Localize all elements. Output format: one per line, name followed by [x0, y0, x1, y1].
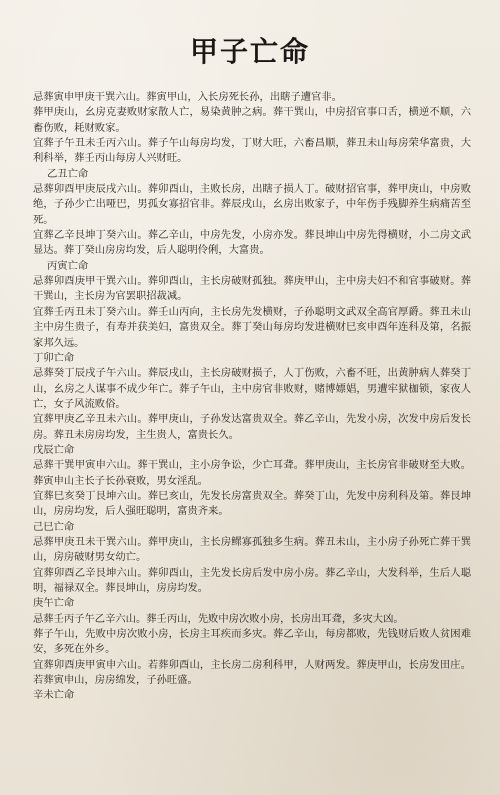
document-body [33, 90, 471, 704]
paragraph: 宜葬壬丙丑未丁癸六山。葬壬山丙向，主长房先发横财，子孙聪明文武双全高官厚爵。葬丑未山主中房生贵子，有寿并获美妇，富贵双全。葬丁癸山每房均发进横财巳亥申酉年连科及第，名振家邦久远。 [33, 305, 471, 349]
paragraph: 宜葬子午丑未壬丙六山。葬子午山每房均发，丁财大旺，六畜昌顺，葬丑未山每房荣华富贵，大利科举，葬壬丙山每房人兴财旺。 [33, 137, 471, 165]
paragraph: 忌葬卯酉甲庚辰戌六山。葬卯酉山，主败长房，出瞎子损人丁。破财招官事，葬甲庚山，中房败绝，子孙少亡出哑巴，男孤女寡招官非。葬辰戌山，幺房出败家子，中年伤手残脚养生病痛苦至死。 [33, 183, 471, 226]
section-heading: 己巳亡命 [33, 520, 75, 533]
section-heading: 乙丑亡命 [47, 167, 89, 180]
paragraph: 宜葬甲庚乙辛丑未六山。葬甲庚山，子孙发达富贵双全。葬乙辛山，先发小房，次发中房后发长房。葬丑未房房均发，主生贵人，富贵长久。 [33, 413, 471, 441]
paragraph: 忌葬寅申甲庚干巽六山。葬寅甲山，入长房死长孙，出瞎子遭官非。 [33, 91, 342, 103]
section-heading: 丁卯亡命 [33, 351, 75, 364]
section-heading: 丙寅亡命 [47, 259, 89, 272]
paragraph: 忌葬卯酉庚甲干巽六山。葬卯酉山，主长房破财孤独。葬庚甲山，主中房夫妇不和官事破财。葬干巽山，主长房为官罢职招裁减。 [33, 275, 471, 303]
section-heading: 庚午亡命 [33, 597, 75, 610]
paragraph: 宜葬乙辛艮坤丁癸六山。葬乙辛山，中房先发，小房亦发。葬艮坤山中房先得横财，小二房文武显达。葬丁癸山房房均发，后人聪明伶俐，大富贵。 [33, 229, 471, 257]
paragraph: 宜葬卯酉乙辛艮坤六山。葬卯酉山，主先发长房后发中房小房。葬乙辛山，大发科举，生后人聪明，福禄双全。葬艮坤山，房房均发。 [33, 566, 471, 594]
section-heading: 辛未亡命 [33, 689, 75, 702]
page-title: 甲子亡命 [189, 35, 310, 68]
section-heading: 戊辰亡命 [33, 443, 75, 456]
paragraph: 忌葬癸丁辰戌子午六山。葬辰戌山，主长房破财损子，人丁伤败，六畜不旺，出黄肿病人葬癸丁山，幺房之人谋事不成少年亡。葬子午山，主中房官非败财，赌博嫖娼，男遭牢狱枷锁，家夜人亡，女子风流败俗。 [33, 367, 471, 410]
paragraph: 宜葬巳亥癸丁艮坤六山。葬巳亥山，先发长房富贵双全。葬癸丁山，先发中房利科及第。葬艮坤山，房房均发，后人强旺聪明，富贵齐来。 [33, 489, 471, 518]
paragraph: 葬甲庚山，幺房克妻败财家散人亡，易染黄肿之病。葬干巽山，中房招官事口舌，横逆不顺，六畜伤败，耗财败家。 [33, 106, 471, 134]
paragraph: 葬子午山，先败中房次败小房，长房主耳疾而多灾。葬乙辛山，每房都败，先钱财后败人贫困难安，多死在外乡。 [33, 628, 471, 656]
paragraph: 宜葬卯酉庚甲寅申六山。若葬卯酉山，主长房二房利科甲，人财两发。葬庚甲山，长房发田庄。若葬寅申山，房房绵发，子孙旺盛。 [33, 658, 471, 687]
paragraph: 忌葬甲庚丑未干巽六山。葬甲庚山，主长房鳏寡孤独多生病。葬丑未山，主小房子孙死亡葬干巽山，房房破财男女幼亡。 [33, 535, 471, 564]
paragraph: 忌葬干巽甲寅申六山。葬干巽山，主小房争讼，少亡耳聋。葬甲庚山，主长房官非破财至大败。葬寅申山主长子长孙衰败，男女淫乱。 [33, 459, 471, 487]
paragraph: 忌葬壬丙子午乙辛六山。葬壬丙山，先败中房次败小房，长房出耳聋，多灾大凶。 [33, 612, 404, 625]
